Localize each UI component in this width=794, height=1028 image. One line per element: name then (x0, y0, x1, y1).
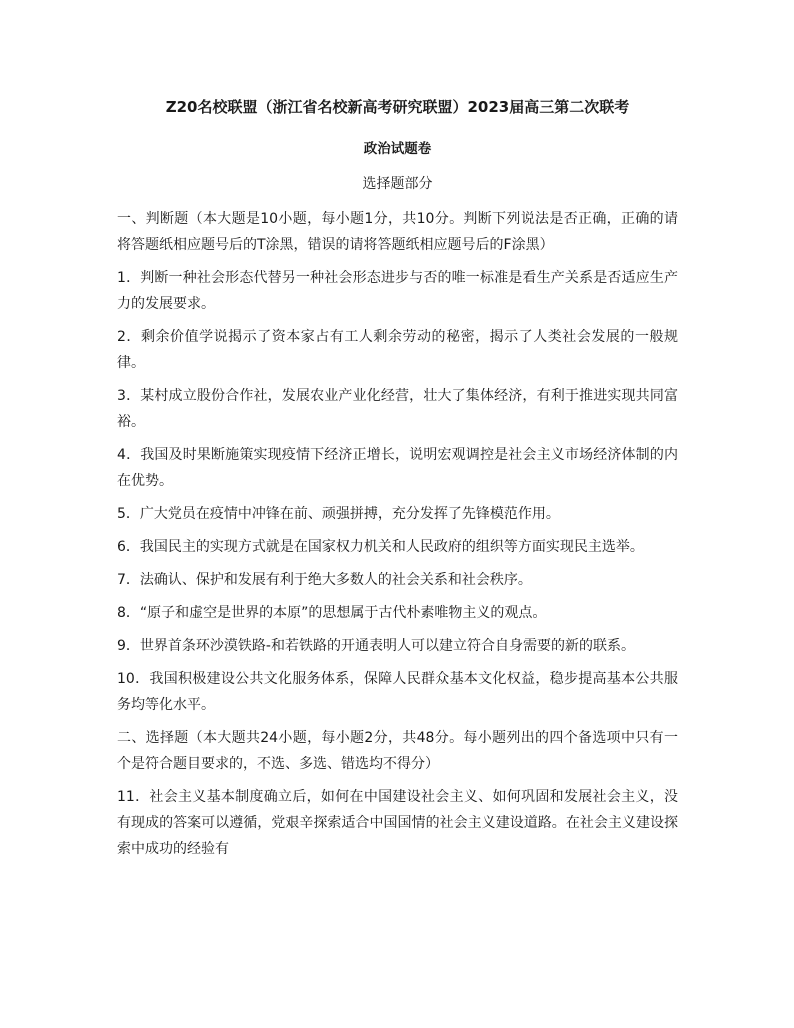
question-10: 10．我国积极建设公共文化服务体系，保障人民群众基本文化权益，稳步提高基本公共服务均等化水平。 (117, 671, 678, 713)
question-9: 9．世界首条环沙漠铁路-和若铁路的开通表明人可以建立符合自身需要的新的联系。 (117, 638, 635, 654)
question-2: 2．剩余价值学说揭示了资本家占有工人剩余劳动的秘密，揭示了人类社会发展的一般规律。 (117, 329, 678, 371)
question-5: 5．广大党员在疫情中冲锋在前、顽强拼搏，充分发挥了先锋模范作用。 (117, 506, 560, 522)
question-6: 6．我国民主的实现方式就是在国家权力机关和人民政府的组织等方面实现民主选举。 (117, 539, 644, 555)
question-1: 1．判断一种社会形态代替另一种社会形态进步与否的唯一标准是看生产关系是否适应生产力的发展要求。 (117, 270, 678, 312)
section-heading: 选择题部分 (362, 176, 433, 192)
question-8: 8．“原子和虚空是世界的本原”的思想属于古代朴素唯物主义的观点。 (117, 605, 547, 621)
section-one-instructions: 一、判断题（本大题是10小题，每小题1分，共10分。判断下列说法是否正确，正确的请将答题纸相应题号后的T涂黑，错误的请将答题纸相应题号后的F涂黑） (117, 211, 678, 253)
question-11: 11．社会主义基本制度确立后，如何在中国建设社会主义、如何巩固和发展社会主义，没有现成的答案可以遵循，党艰辛探索适合中国国情的社会主义建设道路。在社会主义建设探索中成功的经验有 (117, 789, 678, 857)
section-two-instructions: 二、选择题（本大题共24小题，每小题2分，共48分。每小题列出的四个备选项中只有一个是符合题目要求的，不选、多选、错选均不得分） (117, 730, 678, 772)
question-7: 7．法确认、保护和发展有利于绝大多数人的社会关系和社会秩序。 (117, 572, 532, 588)
question-3: 3．某村成立股份合作社，发展农业产业化经营，壮大了集体经济，有利于推进实现共同富裕。 (117, 388, 678, 430)
question-4: 4．我国及时果断施策实现疫情下经济正增长，说明宏观调控是社会主义市场经济体制的内在优势。 (117, 447, 678, 489)
document-subtitle: 政治试题卷 (363, 141, 432, 157)
document-title: Z20名校联盟（浙江省名校新高考研究联盟）2023届高三第二次联考 (165, 98, 630, 116)
